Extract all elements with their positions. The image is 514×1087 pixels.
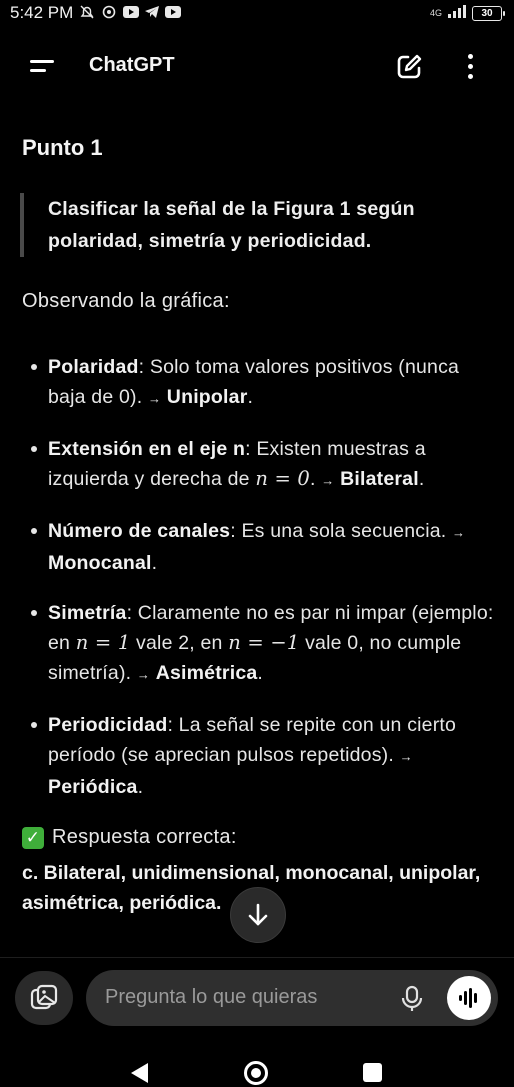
battery-level: 30 — [481, 7, 493, 19]
status-time: 5:42 PM — [10, 3, 74, 22]
list-item: Simetría: Claramente no es par ni impar (ejemplo: en n = 1 vale 2, en n = −1 vale 0, no cumple simetría). → Asimétrica. — [28, 598, 498, 690]
scroll-down-button[interactable] — [230, 887, 286, 943]
signal-icon — [448, 3, 466, 23]
app-header — [0, 42, 514, 92]
youtube-icon — [123, 6, 139, 20]
list-item: Periodicidad: La señal se repite con un cierto período (se aprecian pulsos repetidos). → Periódica. — [28, 710, 498, 802]
answer-label: Respuesta correcta: — [52, 826, 237, 848]
more-vertical-icon[interactable] — [462, 50, 478, 84]
answer-text: c. Bilateral, unidimensional, monocanal, unipolar, asimétrica, periódica. — [22, 862, 481, 914]
attach-image-icon — [29, 984, 59, 1012]
bullet-list — [28, 352, 498, 822]
new-chat-icon[interactable] — [394, 52, 424, 82]
voice-mode-button[interactable] — [447, 976, 491, 1020]
system-nav-bar — [0, 1050, 514, 1087]
app-title[interactable]: ChatGPT — [89, 54, 175, 76]
youtube-icon — [165, 6, 181, 20]
prompt-input[interactable] — [105, 986, 385, 1009]
menu-icon[interactable] — [30, 56, 60, 78]
arrow-down-icon — [247, 903, 269, 927]
attach-image-button[interactable] — [15, 971, 73, 1025]
microphone-icon[interactable] — [400, 985, 424, 1013]
notifications-muted-icon — [79, 5, 95, 21]
blockquote: Clasificar la señal de la Figura 1 según polaridad, simetría y periodicidad. — [20, 193, 480, 257]
home-icon[interactable] — [244, 1061, 268, 1085]
composer-divider — [0, 957, 514, 958]
status-bar — [0, 0, 514, 26]
back-icon[interactable] — [131, 1063, 149, 1087]
intro-text: Observando la gráfica: — [22, 290, 230, 312]
message-heading: Punto 1 — [22, 135, 103, 160]
telegram-icon — [145, 6, 159, 20]
camera-icon — [101, 5, 117, 21]
network-type: 4G — [429, 7, 442, 18]
list-item: Polaridad: Solo toma valores positivos (nunca baja de 0). → Unipolar. — [28, 352, 498, 414]
list-item: Extensión en el eje n: Existen muestras a izquierda y derecha de n = 0. → Bilateral. — [28, 434, 498, 496]
recents-icon[interactable] — [363, 1063, 382, 1082]
battery-icon — [472, 6, 502, 21]
answer-label-row — [22, 826, 237, 849]
prompt-bar — [86, 970, 498, 1026]
list-item: Número de canales: Es una sola secuencia. → Monocanal. — [28, 516, 498, 578]
check-mark-icon: ✓ — [22, 827, 44, 849]
voice-mode-icon — [458, 988, 480, 1008]
